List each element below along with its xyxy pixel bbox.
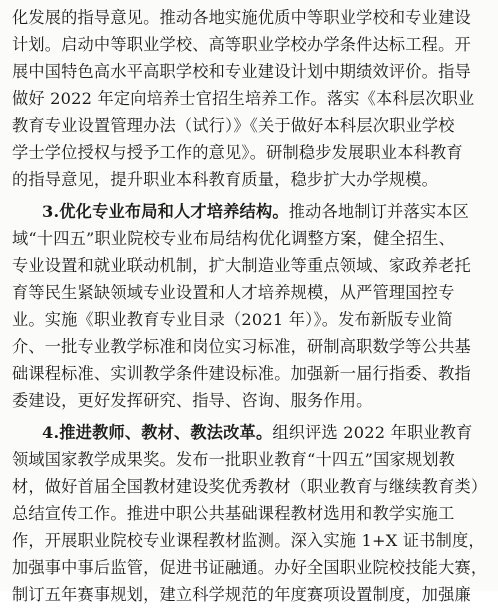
text-line: 介、一批专业教学标准和岗位实习标准，研制高职数学等公共基 (12, 337, 471, 356)
section-4-heading: 4.推进教师、教材、教法改革。 (42, 423, 273, 442)
text-line: 化发展的指导意见。推动各地实施优质中等职业学校和专业建设 (12, 8, 471, 27)
section-3-heading: 3.优化专业布局和人才培养结构。 (42, 202, 289, 221)
section-4-first-line (42, 419, 490, 446)
text-line: 材，做好首届全国教材建设奖优秀教材（职业教育与继续教育类） (12, 477, 488, 496)
text-line: 础课程标准、实训教学条件建设标准。加强新一届行指委、教指 (12, 364, 471, 383)
text-line: 领域国家教学成果奖。发布一批职业教育“十四五”国家规划教 (12, 450, 456, 469)
text-line: 展中国特色高水平高职学校和专业建设计划中期绩效评价。指导 (12, 62, 471, 81)
text-line: 域“十四五”职业院校专业布局结构优化调整方案，健全招生、 (12, 229, 456, 248)
text-line: 加强事中事后监管，促进书证融通。办好全国职业院校技能大赛， (12, 558, 488, 577)
text-line: 专业设置和就业联动机制，扩大制造业等重点领域、家政养老托 (12, 256, 471, 275)
text-line: 业。实施《职业教育专业目录（2021 年）》。发布新版专业简 (12, 310, 453, 329)
text-line: 育等民生紧缺领域专业设置和人才培养规模，从严管理国控专 (12, 283, 455, 302)
text-line: 总结宣传工作。推进中职公共基础课程教材选用和教学实施工 (12, 504, 455, 523)
text-line: 委建设，更好发挥研究、指导、咨询、服务作用。 (12, 391, 373, 410)
text-line: 作，开展职业院校专业课程教材监测。深入实施 1+X 证书制度， (12, 531, 485, 550)
text-line: 教育专业设置管理办法（试行）》《关于做好本科层次职业学校 (12, 116, 455, 135)
text-line: 的指导意见，提升职业本科教育质量，稳步扩大办学规模。 (12, 170, 439, 189)
text-line: 做好 2022 年定向培养士官招生培养工作。落实《本科层次职业 (12, 89, 475, 108)
text-line: 制订五年赛事规划，建立科学规范的年度赛项设置制度，加强廉 (12, 585, 471, 604)
section-4-heading-rest: 组织评选 2022 年职业教育 (272, 423, 473, 442)
section-3-first-line (42, 198, 490, 225)
text-line: 学士学位授权与授予工作的意见》。研制稳步发展职业本科教育 (12, 143, 463, 162)
text-line: 计划。启动中等职业学校、高等职业学校办学条件达标工程。开 (12, 35, 471, 54)
section-3-heading-rest: 推动各地制订并落实本区 (288, 202, 469, 221)
